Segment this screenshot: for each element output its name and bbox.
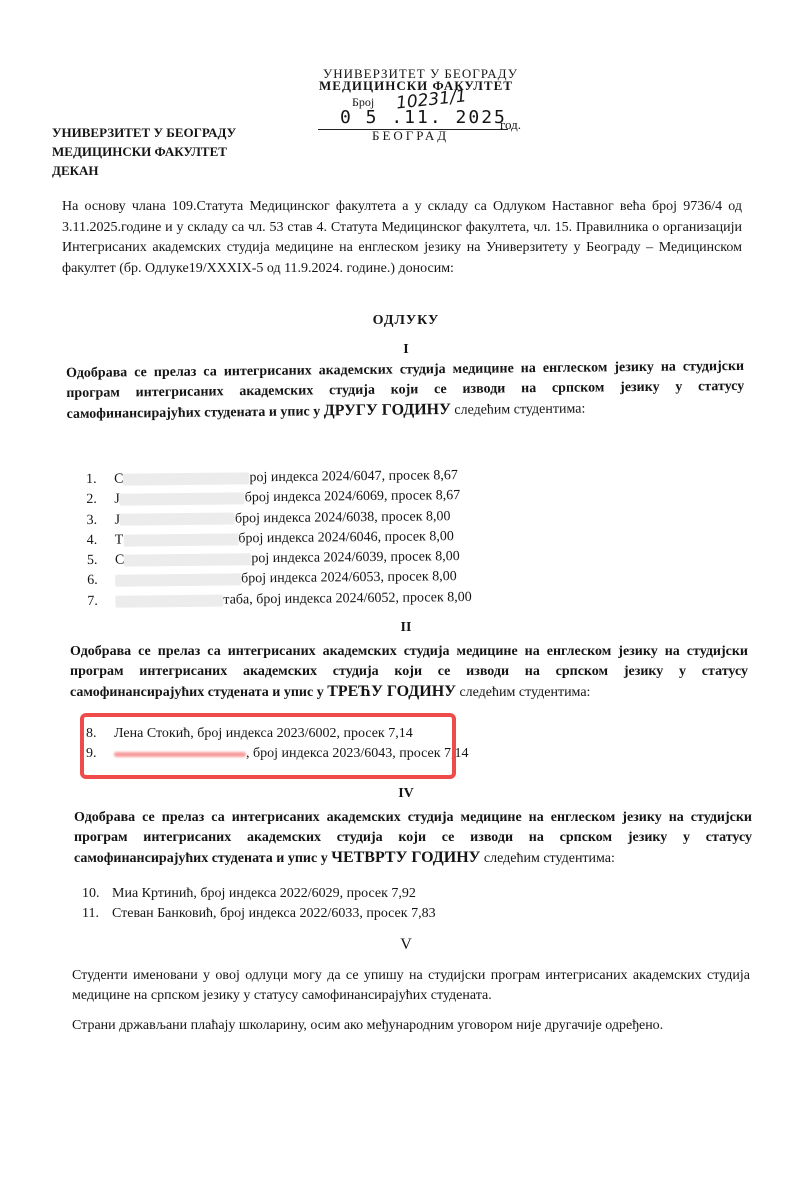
section-4-text-after: следећим студентима: [480,851,615,866]
redacted-name [123,472,249,485]
list-item: 3. Ј број индекса 2024/6038, просек 8,00 [86,508,451,528]
header-university: УНИВЕРЗИТЕТ У БЕОГРАДУ [52,125,237,140]
stamp-year-suffix: год. [500,117,521,132]
document-header [52,123,236,180]
section-4-student-list [82,884,436,925]
list-item-name: С [114,552,125,568]
section-5-heading: V [400,936,412,953]
list-item-name: Т [114,532,124,548]
list-item: 1. С рој индекса 2024/6047, просек 8,67 [86,468,458,487]
list-item: 11. Стеван Банковић, број индекса 2022/6033, просек 7,83 [82,906,436,922]
section-1-emphasis: ДРУГУ ГОДИНУ [323,400,451,420]
section-4-text: Одобрава се прелаз са интегрисаних академских студија медицине на енглеском језику на студијски програм интегрисаних академских студија који се изводи на српском језику у статусу самофинансирајућих студената и упис у [74,810,752,866]
section-2-text: Одобрава се прелаз са интегрисаних академских студија медицине на енглеском језику на студијски програм интегрисаних академских студија који се изводи на српском језику у статусу самофинансирајућих студената и упис у [70,644,748,700]
section-4-emphasis: ЧЕТВРТУ ГОДИНУ [331,849,481,866]
list-item: 6. број индекса 2024/6053, просек 8,00 [87,569,457,589]
list-item: 10. Миа Кртинић, број индекса 2022/6029, просек 7,92 [82,886,416,901]
section-2-emphasis: ТРЕЋУ ГОДИНУ [327,683,456,700]
section-1-text-after: следећим студентима: [450,401,586,418]
header-faculty: МЕДИЦИНСКИ ФАКУЛТЕТ [52,144,227,159]
list-item: 2. Ј број индекса 2024/6069, просек 8,67 [86,488,461,508]
section-1-heading: I [403,342,409,357]
section-2-heading: II [400,620,412,635]
stamp-number-value: 10231/1 [395,86,468,114]
list-item-name: С [114,471,124,487]
section-5-paragraph-1: Студенти именовани у овој одлуци могу да се упишу на студијски програм интегрисаних академских студија медицине на српском језику у статусу самофинансирајућих студената. [72,968,750,1003]
registry-stamp [318,66,528,146]
header-dean: ДЕКАН [52,163,99,178]
stamp-university: УНИВЕРЗИТЕТ У БЕОГРАДУ [323,66,518,81]
redacted-name [120,492,245,505]
list-item: 8. Лена Стокић, број индекса 2023/6002, просек 7,14 [86,726,413,741]
redacted-name [123,533,238,546]
section-2-paragraph [70,642,748,703]
highlight-box [80,713,456,779]
list-item: 7. таба, број индекса 2024/6052, просек 8,00 [87,589,472,609]
redacted-name [115,574,241,587]
section-1-student-list [86,466,472,612]
stamp-date: 0 5 .11. 2025 [340,107,507,128]
list-item: 5. С рој индекса 2024/6039, просек 8,00 [86,549,460,569]
section-4-paragraph [74,808,752,869]
list-item: 9. , број индекса 2023/6043, просек 7,14 [86,746,469,762]
section-2-text-after: следећим студентима: [455,685,591,700]
list-item: 4. Т број индекса 2024/6046, просек 8,00 [86,529,454,548]
redacted-name [120,513,235,526]
section-5-paragraph-2: Страни држављани плаћају школарину, осим ако међународним уговором није другачије одређено. [72,1018,664,1033]
section-1-text: Одобрава се прелаз са интегрисаних академских студија медицине на енглеском језику на студијски програм интегрисаних академских студија који се изводи на српском језику у статусу самофинансирајућих студената и упис у [66,358,745,422]
stamp-number-label: Број [352,95,375,109]
stamp-city: БЕОГРАД [372,128,450,143]
intro-paragraph: На основу члана 109.Статута Медицинског факултета а у складу са Одлуком Наставног већа број 9736/4 од 3.11.2025.године и у складу са чл. 53 став 4. Статута Медицинског факултета, чл. 15. Правилника о организацији Интегрисаних академских студија медицине на енглеском језику на Универзитету у Београду – Медицинском факултет (бр. Одлуке19/XXXIX-5 од 11.9.2024. године.) доносим: [62,199,742,276]
list-item-name: Ј [114,512,121,528]
section-4-heading: IV [398,786,414,801]
redacted-name [124,553,251,566]
list-item-name: Ј [114,491,120,508]
decision-title: ОДЛУКУ [372,313,440,328]
section-1-paragraph [66,357,745,425]
stamp-faculty: МЕДИЦИНСКИ ФАКУЛТЕТ [319,78,513,93]
redacted-name [115,594,223,607]
